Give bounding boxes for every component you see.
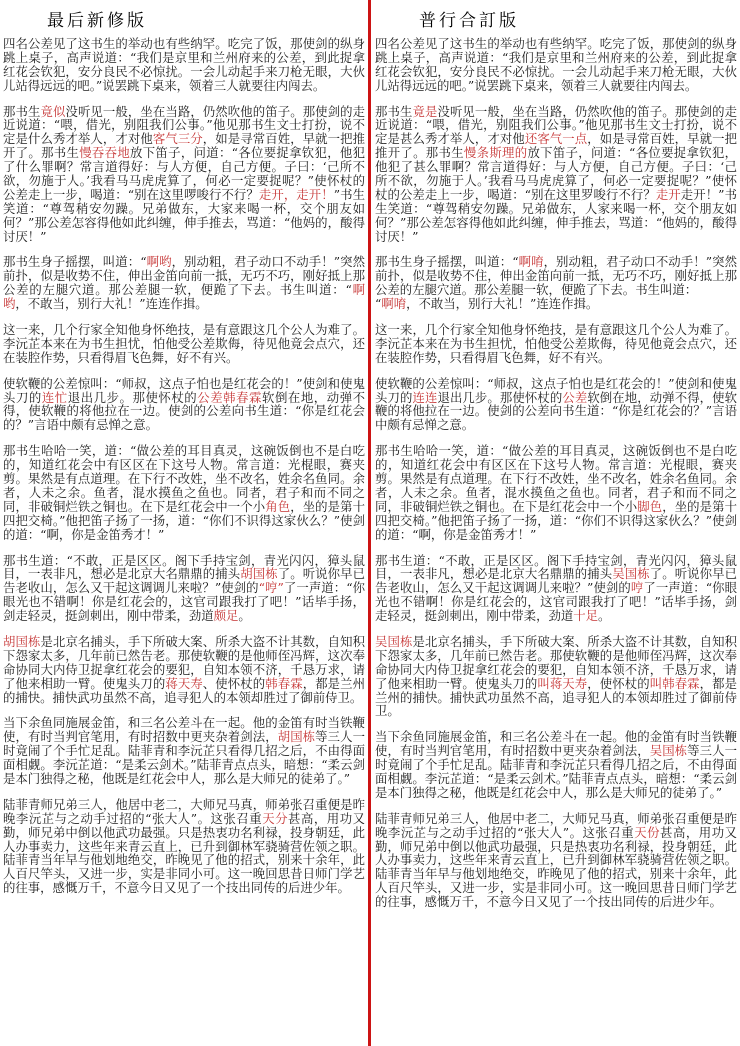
text-run: 那书生: [3, 103, 41, 119]
text-run: ，坐的是第十四把交椅。”他把笛子扬了一扬，道：“你们不识得这家伙么？”使剑的道：“啊，你是金笛秀才！”: [375, 498, 738, 542]
diff-highlight: 吴国栋: [612, 566, 650, 582]
text-run: 等三人一时竟闹了个手忙足乱。陆菲青和李沅芷只看得几招之后，不由得面面相觑。李沅芷道：“是柔云剑术。”陆菲青点点头，暗想：“柔云剑是本门独得之秘，他既是红花会中人，那么是大师兄的徒弟了。”: [3, 729, 366, 786]
diff-highlight: 叫蒋天寿: [537, 675, 588, 691]
text-run: 那书生道：“不敢，正是区区。阁下手持宝剑，青光闪闪，獐头鼠目，一表非凡，想必是北京大名鼎鼎的捕头: [375, 552, 737, 582]
diff-highlight: 啊唷: [381, 296, 407, 312]
text-run: ，如是寻常百姓，早就一把推开了。那书生: [3, 131, 366, 161]
text-run: ，坐的是第十四把交椅。”他把笛子扬了一扬，道：“你们不识得这家伙么？”使剑的道：“啊，你是金笛秀才！”: [3, 498, 366, 542]
paragraph: [3, 323, 365, 365]
diff-highlight: 连忙: [41, 389, 68, 405]
diff-highlight: 竟是: [412, 103, 438, 119]
diff-highlight: 天分: [262, 810, 289, 826]
diff-highlight: 胡国栋: [277, 729, 316, 745]
text-run: ，不敢当，别行大礼！”连连作揖。: [15, 296, 208, 312]
text-run: 那书生: [375, 103, 413, 119]
text-run: 没听见一般，坐在当路，仍然吹他的笛子。那使剑的走近说道：“喂，借光，别阻我们公事。”他见那书生文士打扮，说不定是甚么秀才举人，才对他: [375, 103, 738, 147]
diff-highlight: 公差韩春霖: [197, 389, 263, 405]
paragraph: [3, 377, 365, 433]
column-right-paragraphs: [375, 37, 737, 909]
paragraph: [375, 105, 737, 244]
diff-highlight: 连连: [412, 389, 438, 405]
diff-highlight: 胡国栋: [240, 566, 278, 582]
paragraph: [375, 554, 737, 623]
paragraph: [375, 812, 737, 909]
paragraph: [375, 37, 737, 93]
diff-highlight: 啊哟: [146, 254, 172, 270]
text-run: 、使怀杖的: [202, 675, 266, 691]
column-divider-line: [368, 0, 371, 1046]
column-left-title: 最后新修版: [47, 11, 147, 31]
text-run: 了。听说你早已告老收山，怎么又干起这调调儿来啦？”使剑的: [3, 566, 366, 596]
text-run: 这一来，几个行家全知他身怀绝技，是有意跟这几个公人为难了。李沅芷本来在为书生担忧，怕他受公差欺侮，待见他竟会点穴，还在装腔作势，只看得眉飞色舞，好不有兴。: [3, 322, 365, 365]
text-run: 。: [598, 608, 611, 624]
text-run: 使软鞭的公差惊叫：“师叔，这点子怕也是红花会的！”使剑和使鬼头刀的: [375, 375, 737, 405]
paragraph: [375, 444, 737, 541]
text-run: ，使怀杖的: [587, 675, 650, 691]
column-left: [3, 0, 365, 907]
text-run: 退出几步。那使怀杖的: [67, 389, 198, 405]
column-right: [375, 0, 737, 921]
diff-highlight: 叫韩春霖: [649, 675, 700, 691]
diff-highlight: 韩春霖: [265, 675, 303, 691]
diff-highlight: 啊哟: [3, 282, 366, 312]
paragraph: [3, 554, 365, 623]
column-left-paragraphs: [3, 37, 365, 895]
text-run: ，如是寻常百姓，早就一把推开了。那书生: [375, 131, 738, 161]
diff-highlight: 胡国栋: [3, 633, 41, 649]
diff-highlight: 天份: [634, 824, 661, 840]
paragraph: [375, 255, 737, 311]
text-run: 陆菲青师兄弟三人，他居中老二，大师兄马真，师弟张召重便是昨晚李沅芷与之动手过招的“张大人”。这张召重: [3, 796, 365, 826]
diff-highlight: 走开: [655, 186, 681, 202]
text-run: 使软鞭的公差惊叫：“师叔，这点子怕也是红花会的！”使剑和使鬼头刀的: [3, 375, 365, 405]
text-run: 那书生身子摇摆，叫道：“: [3, 254, 147, 270]
text-run: 当下余鱼同施展金笛，和三名公差斗在一起。他的金笛有时当铁鞭使，有时当判官笔用，有时招数中更夹杂着剑法，: [3, 715, 365, 745]
text-run: ，都是兰州的捕快。捕快武功虽然不高，追寻犯人的本领却胜过了御前侍卫。: [3, 675, 366, 705]
diff-highlight: “哼”: [258, 580, 284, 596]
diff-highlight: 客气三分: [152, 131, 203, 147]
diff-highlight: 公差: [562, 389, 588, 405]
text-run: 等三人一时竟闹了个手忙足乱。陆菲青和李沅芷只看得几招之后，不由得面面相觑。李沅芷道：“是柔云剑术。”陆菲青点点头，暗想：“柔云剑是本门独得之秘，他既是红花会中人，那么是大师兄的徒弟了。”: [375, 743, 738, 800]
text-run: 四名公差见了这书生的举动也有些纳罕。吃完了饭，那使剑的纵身跳上桌子，高声说道：“我们是京里和兰州府来的公差，到此捉拿红花会钦犯，安分良民不必惊扰。一会儿动起手来刀枪无眼，大伙儿站得远远的吧。”说罢跳下桌来，领着三人就要往内闯去。: [3, 36, 365, 93]
diff-highlight: 慢吞吞地: [79, 145, 131, 161]
diff-highlight: 脚色: [637, 498, 663, 514]
paragraph: [3, 444, 365, 541]
paragraph: [3, 798, 365, 895]
text-run: 了一声道：“你眼光也不错啊！你是红花会的，这官司跟我打了吧！”话毕手扬，剑走轻灵，挺剑刺出，刚中带柔，劲道: [3, 580, 365, 624]
text-run: 甚高，用功又勤，师兄弟中倒以他武功最强，只是热衷功名利禄，投身朝廷，此人办事卖力，这些年来青云直上，已升到御林军骁骑营佐领之职。陆菲青当年早与他划地绝交，昨晚见了他的招式，别来十余年，此人百尺竿头，又进一步，实是非同小可。这一晚回思昔日师门学艺的往事，感慨万千，不意今日又见了一个技出同传的后进少年。: [375, 824, 738, 910]
text-run: 软倒在地，动弹不得，使软鞭的将他拉在一边。使剑的公差向书生道：“你是红花会的？”言语中颇有忌惮之意。: [3, 389, 366, 433]
diff-highlight: 十足: [573, 608, 599, 624]
paragraph: [3, 105, 365, 244]
column-right-title: 普行合訂版: [419, 11, 519, 31]
paragraph: [3, 716, 365, 785]
paragraph: [375, 323, 737, 365]
text-run: 那书生身子摇摆，叫道：“: [375, 254, 519, 270]
paragraph: [375, 635, 737, 718]
diff-highlight: 啊唷: [518, 254, 544, 270]
text-run: 那书生道：“不敢，正是区区。阁下手持宝剑，青光闪闪，獐头鼠目，一表非凡，想必是北京大名鼎鼎的捕头: [3, 552, 365, 582]
diff-highlight: 走开，走开！: [258, 186, 334, 202]
text-run: “: [375, 296, 382, 312]
text-run: 当下余鱼同施展金笛，和三名公差斗在一起。他的金笛有时当铁鞭使，有时当判官笔用，有时招数中更夹杂着剑法，: [375, 729, 737, 759]
text-run: 甚高，用功又勤，师兄弟中倒以他武功最强。只是热衷功名利禄，投身朝廷，此人办事卖力，这些年来青云直上，已升到御林军骁骑营佐领之职。陆菲青当年早与他划地绝交，昨晚见了他的招式，别来十余年，此人百尺竿头，又进一步，实是非同小可。这一晚回思昔日师门学艺的往事，感慨万千，不意今日又见了一个技出同传的后进少年。: [3, 810, 366, 896]
paragraph: [375, 377, 737, 433]
text-run: ”书生笑道：“尊驾稍安勿躁。兄弟做东，大家来喝一杯，交个朋友如何？”那公差怎容得他如此纠缠，伸手推去，骂道：“他妈的，酸得讨厌！”: [3, 186, 365, 244]
text-run: 了。听说你早已告老收山，怎么又干起这调调儿来啦？”使剑的: [375, 566, 738, 596]
text-run: 是北京名捕头，手下所破大案、所杀大盗不计其数，自知积下怨家太多，几年前已然告老。那使软鞭的是他师侄冯辉，这次奉命协同大内侍卫捉拿红花会的要犯，自知本领不济，千恳万求，请了他来相助一臂。使鬼头刀的: [375, 633, 738, 691]
text-run: 放下笛子，问道：“各位要捉拿钦犯，他犯了什么罪啊？常言道得好：与人方便，自己方便。子曰：‘己所不欲，勿施于人。’我看马马虎虎算了，何必一定要捉呢？”使怀杖的公差走上一步，喝道：“别在这里啰唆行不行？: [3, 145, 366, 202]
diff-highlight: 竟似: [40, 103, 66, 119]
paragraph: [3, 635, 365, 704]
diff-highlight: 颇足: [213, 608, 239, 624]
text-run: 陆菲青师兄弟三人，他居中老二，大师兄马真，师弟张召重便是昨晚李沅芷与之动手过招的“张大人”。这张召重: [375, 810, 737, 840]
diff-highlight: 还客气一点: [524, 131, 588, 147]
text-run: 。: [238, 608, 251, 624]
text-run: 没听见一般，坐在当路，仍然吹他的笛子。那使剑的走近说道：“喂，借光，别阻我们公事。”他见那书生文士打扮，说不定是什么秀才举人，才对他: [3, 103, 366, 147]
text-run: ，别动粗，君子动口不动手！”突然前扑，似是收势不住，伸出金笛向前一抵，无巧不巧，刚好抵上那公差的左腿穴道。那公差腿一软，便跪了下去。书生叫道：: [375, 254, 738, 298]
text-run: 是北京名捕头，手下所破大案、所杀大盗不计其数，自知积下怨家太多，几年前已然告老。那使软鞭的是他师侄冯辉，这次奉命协同大内侍卫捉拿红花会的要犯，自知本领不济，千恳万求，请了他来相助一臂。使鬼头刀的: [3, 633, 366, 691]
diff-highlight: 角色: [265, 498, 291, 514]
paragraph: [375, 730, 737, 799]
text-run: 放下笛子，问道：“各位要捉拿钦犯，他犯了甚么罪啊？常言道得好：与人方便，自己方便。子曰：‘己所不欲，勿施于人。’我看马马虎虎算了，何必一定要捉呢？”使怀杖的公差走上一步，喝道：“别在这里罗唆行不行？: [375, 145, 738, 202]
text-run: 这一来，几个行家全知他身怀绝技，是有意跟这几个公人为难了。李沅芷本来在为书生担忧，怕他受公差欺侮，待见他竟会点穴，还在装腔作势，只看得眉飞色舞，好不有兴。: [375, 322, 737, 365]
text-run: 软倒在地，动弹不得，使软鞭的将他拉在一边。使剑的公差向书生道：“你是红花会的？”言语中颇有忌惮之意。: [375, 389, 738, 433]
diff-highlight: 慢条斯理的: [463, 145, 528, 161]
text-run: ，都是兰州的捕快。捕快武功虽然不高，追寻犯人的本领却胜过了御前侍卫。: [375, 675, 738, 719]
text-run: ，别动粗，君子动口不动手！”突然前扑，似是收势不住，伸出金笛向前一抵，无巧不巧，刚好抵上那公差的左腿穴道。那公差腿一软，便跪了下去。书生叫道：“: [3, 254, 366, 298]
text-run: 那书生哈哈一笑，道：“做公差的耳目真灵，这碗饭倒也不是白吃的，知道红花会中有区区在下这号人物。常言道：光棍眼，赛夹剪。果然是有点道理。在下行不改姓，坐不改名，姓余名鱼同。余者，人未之余。鱼者，混水摸鱼之鱼也。同者，君子和而不同之同，非破铜烂铁之铜也。在下是红花会中一个小: [375, 443, 737, 514]
diff-highlight: 吴国栋: [375, 633, 413, 649]
text-run: 了一声道：“你眼光也不错啊！你是红花会的，这官司跟我打了吧！”话毕手扬，剑走轻灵，挺剑刺出，刚中带柔，劲道: [375, 580, 738, 624]
diff-highlight: 蒋天寿: [165, 675, 203, 691]
text-run: 退出几步。那使怀杖的: [437, 389, 563, 405]
text-run: 四名公差见了这书生的举动也有些纳罕。吃完了饭，那使剑的纵身跳上桌子，高声说道：“我们是京里和兰州府来的公差，到此捉拿红花会钦犯，安分良民不必惊扰。一会儿动起手来刀枪无眼，大伙儿站得远远的吧。”说罢跳下桌来，领着三人就要往内闯去。: [375, 36, 737, 93]
diff-highlight: 哼: [630, 580, 644, 596]
paragraph: [3, 255, 365, 311]
diff-highlight: 吴国栋: [649, 743, 688, 759]
paragraph: [3, 37, 365, 93]
text-run: ，不敢当，别行大礼！”连连作揖。: [406, 296, 599, 312]
text-run: 走开！”书生笑道：“尊驾稍安勿躁。兄弟做东，人家来喝一杯，交个朋友如何？”那公差怎容得他如此纠缠，伸手推去，骂道：“他妈的，酸得讨厌！”: [375, 186, 737, 244]
text-run: 那书生哈哈一笑，道：“做公差的耳目真灵，这碗饭倒也不是白吃的，知道红花会中有区区在下这号人物。常言道：光棍眼，赛夹剪。果然是有点道理。在下行不改姓，坐不改名，姓余名鱼同。余者，人未之余。鱼者，混水摸鱼之鱼也。同者，君子和而不同之同，非破铜烂铁之铜也。在下是红花会中一个小: [3, 443, 365, 514]
